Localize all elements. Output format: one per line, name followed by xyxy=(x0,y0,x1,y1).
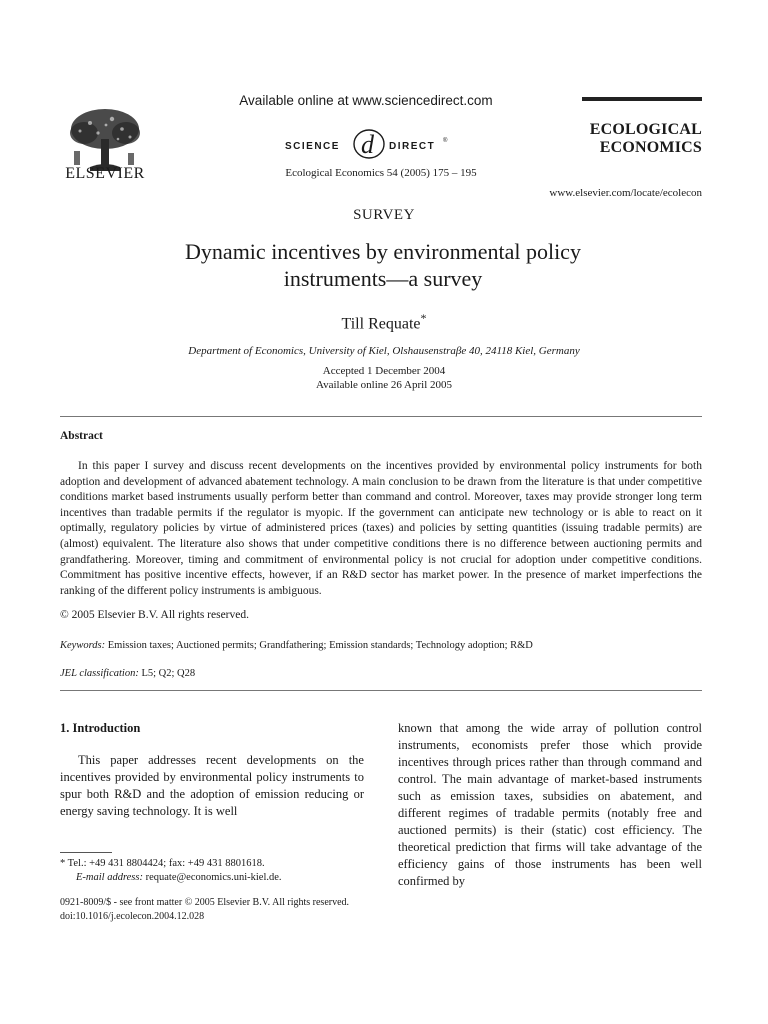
author xyxy=(0,311,768,333)
divider-bottom xyxy=(60,690,702,691)
front-matter xyxy=(60,896,460,924)
divider-top xyxy=(60,416,702,417)
journal-title-line2: ECONOMICS xyxy=(599,139,702,156)
jel-label: JEL classification: xyxy=(60,668,139,679)
publisher-name: ELSEVIER xyxy=(65,165,145,182)
article-title xyxy=(100,238,666,292)
email-label: E-mail address: xyxy=(76,872,143,883)
journal-title xyxy=(560,121,702,157)
available-date: Available online 26 April 2005 xyxy=(315,379,453,391)
accepted-date: Accepted 1 December 2004 xyxy=(322,365,446,377)
article-title-line2: instruments—a survey xyxy=(283,266,483,291)
doi-line[interactable]: doi:10.1016/j.ecolecon.2004.12.028 xyxy=(60,911,205,922)
jel-codes: L5; Q2; Q28 xyxy=(141,668,196,679)
keywords xyxy=(60,640,702,651)
article-dates xyxy=(0,364,768,392)
jel-classification xyxy=(60,668,702,679)
sciencedirect-logo[interactable] xyxy=(283,127,453,163)
journal-title-line1: ECOLOGICAL xyxy=(589,121,702,138)
keywords-label: Keywords: xyxy=(60,640,106,651)
issn-line: 0921-8009/$ - see front matter © 2005 Elsevier B.V. All rights reserved. xyxy=(60,897,350,908)
sd-direct-text: DIRECT xyxy=(389,141,436,152)
keywords-list: Emission taxes; Auctioned permits; Grandfathering; Emission standards; Technology adoption; R&D xyxy=(107,640,533,651)
author-footnote-mark[interactable]: * xyxy=(420,311,427,325)
footnote-rule xyxy=(60,852,112,853)
intro-right-column: known that among the wide array of pollution control instruments, economists prefer those which provide incentives through prices rather than through command and control. The main advantage of market-based instruments such as emission taxes, subsidies on abatement, and different regimes of tradable permits (notably free and auctioned permits) is their (static) cost efficiency. The theoretical prediction that firms will take advantage of the efficiency gains of those instruments has been well confirmed by xyxy=(398,721,702,888)
sd-science-text: SCIENCE xyxy=(285,141,340,152)
section-label: SURVEY xyxy=(353,207,415,223)
abstract-copyright: © 2005 Elsevier B.V. All rights reserved. xyxy=(60,609,249,621)
journal-url-link[interactable]: www.elsevier.com/locate/ecolecon xyxy=(549,187,702,199)
intro-left-column: This paper addresses recent developments on the incentives provided by environmental policy instruments to spur both R&D and the adoption of emission reducing or energy saving technology. It is well xyxy=(60,753,364,818)
article-title-line1: Dynamic incentives by environmental policy xyxy=(185,239,581,264)
intro-heading: 1. Introduction xyxy=(60,721,141,735)
affiliation: Department of Economics, University of Kiel, Olshausenstraβe 40, 24118 Kiel, Germany xyxy=(188,345,580,357)
footnote-contact: * Tel.: +49 431 8804424; fax: +49 431 8801618. xyxy=(60,858,265,869)
author-name[interactable]: Till Requate xyxy=(341,315,421,333)
email-link[interactable]: requate@economics.uni-kiel.de. xyxy=(145,872,282,883)
journal-title-bar xyxy=(582,97,702,101)
journal-citation: Ecological Economics 54 (2005) 175 – 195 xyxy=(285,167,477,179)
abstract-heading: Abstract xyxy=(60,430,103,442)
footnote-email-line xyxy=(60,871,364,885)
available-online-banner[interactable]: Available online at www.sciencedirect.com xyxy=(239,93,493,108)
sd-d-mark: d xyxy=(361,130,374,159)
author-footnote xyxy=(60,857,364,885)
abstract-text: In this paper I survey and discuss recent developments on the incentives provided by environmental policy instruments for both adoption and development of advanced abatement technology. A main conclusion to be drawn from the literature is that under competitive conditions market based instruments usually perform better than command and control. Moreover, taxes may provide stronger long term incentives than tradable permits if the regulator is myopic. If the government can anticipate new technology or is able to react on it optimally, regulatory policies by virtue of administered prices (taxes) and policies by setting quantities (issuing tradable permits) are (almost) equivalent. The literature also shows that under competitive conditions there is no difference between auctioning permits and grandfathering. Moreover, timing and commitment of environmental policy is not crucial for adoption under competitive conditions. Commitment has positive incentive effects, however, if an R&D sector has market power. In the presence of market imperfections the ranking of the different policy instruments is ambiguous. xyxy=(60,460,702,597)
sd-registered-mark: ® xyxy=(443,138,448,144)
